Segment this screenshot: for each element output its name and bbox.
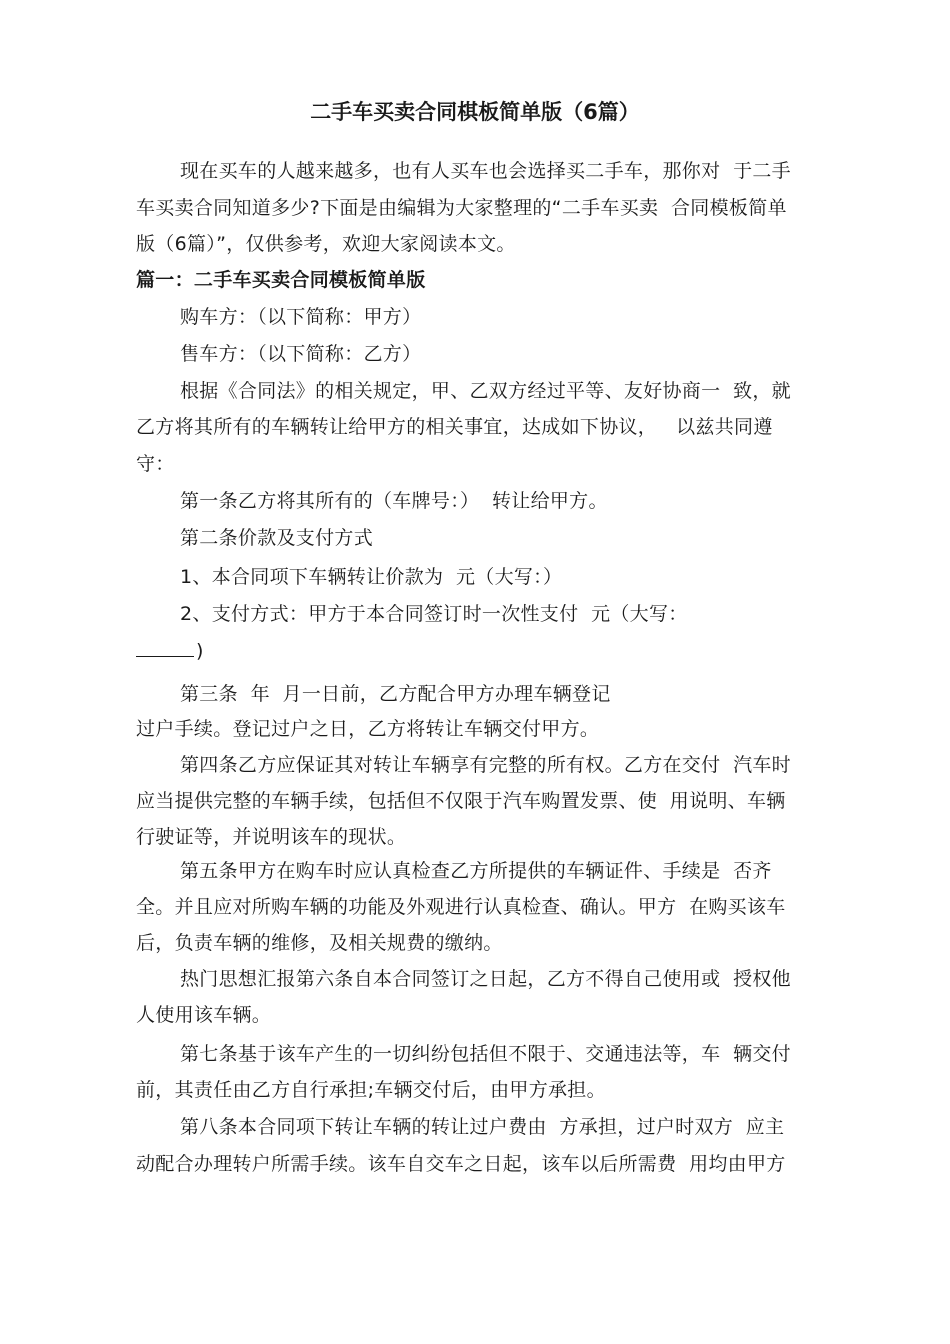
article-8-line: 第八条本合同项下转让车辆的转让过户费由 方承担，过户时双方 应主 (180, 1116, 785, 1138)
article-4-line: 第四条乙方应保证其对转让车辆享有完整的所有权。乙方在交付 汽车时 (180, 754, 791, 776)
article-6-line: 热门思想汇报第六条自本合同签订之日起，乙方不得自己使用或 授权他 (180, 968, 791, 990)
intro-paragraph-line: 现在买车的人越来越多，也有人买车也会选择买二手车，那你对 于二手 (180, 160, 791, 182)
closing-paren: ) (196, 640, 204, 662)
article-3-line: 过户手续。登记过户之日，乙方将转让车辆交付甲方。 (136, 718, 600, 740)
basis-paragraph-line: 乙方将其所有的车辆转让给甲方的相关事宜，达成如下协议， 以兹共同遵 (136, 416, 773, 438)
blank-underline (136, 636, 194, 657)
document-title: 二手车买卖合同棋板简单版（6篇） (310, 100, 640, 124)
section-heading: 篇一：二手车买卖合同模板简单版 (136, 269, 426, 291)
article-2-item-2-continuation (136, 636, 204, 665)
intro-paragraph-line: 车买卖合同知道多少?下面是由编辑为大家整理的“二手车买卖 合同模板简单 (136, 197, 787, 219)
article-2-item-1: 1、本合同项下车辆转让价款为 元（大写：） (180, 566, 563, 588)
article-3-line: 第三条 年 月一日前，乙方配合甲方办理车辆登记 (180, 683, 611, 705)
article-4-line: 应当提供完整的车辆手续，包括但不仅限于汽车购置发票、使 用说明、车辆 (136, 790, 786, 812)
article-2-item-2: 2、支付方式：甲方于本合同签订时一次性支付 元（大写： (180, 603, 688, 625)
article-5-line: 全。并且应对所购车辆的功能及外观进行认真检查、确认。甲方 在购买该车 (136, 896, 786, 918)
article-2-heading: 第二条价款及支付方式 (180, 527, 374, 549)
article-4-line: 行驶证等，并说明该车的现状。 (136, 826, 407, 848)
intro-paragraph-line: 版（6篇）”，仅供参考，欢迎大家阅读本文。 (136, 233, 516, 255)
article-5-line: 第五条甲方在购车时应认真检查乙方所提供的车辆证件、手续是 否齐 (180, 860, 772, 882)
article-8-line: 动配合办理转户所需手续。该车自交车之日起，该车以后所需费 用均由甲方 (136, 1153, 786, 1175)
basis-paragraph-line: 根据《合同法》的相关规定，甲、乙双方经过平等、友好协商一 致，就 (180, 380, 791, 402)
seller-line: 售车方：（以下简称：乙方） (180, 343, 422, 365)
article-7-line: 前，其责任由乙方自行承担;车辆交付后，由甲方承担。 (136, 1079, 606, 1101)
basis-paragraph-line: 守： (136, 453, 175, 475)
article-1: 第一条乙方将其所有的（车牌号：） 转让给甲方。 (180, 490, 608, 512)
article-6-line: 人使用该车辆。 (136, 1004, 272, 1026)
buyer-line: 购车方：（以下简称：甲方） (180, 306, 422, 328)
article-7-line: 第七条基于该车产生的一切纠纷包括但不限于、交通违法等，车 辆交付 (180, 1043, 791, 1065)
article-5-line: 后，负责车辆的维修，及相关规费的缴纳。 (136, 932, 503, 954)
